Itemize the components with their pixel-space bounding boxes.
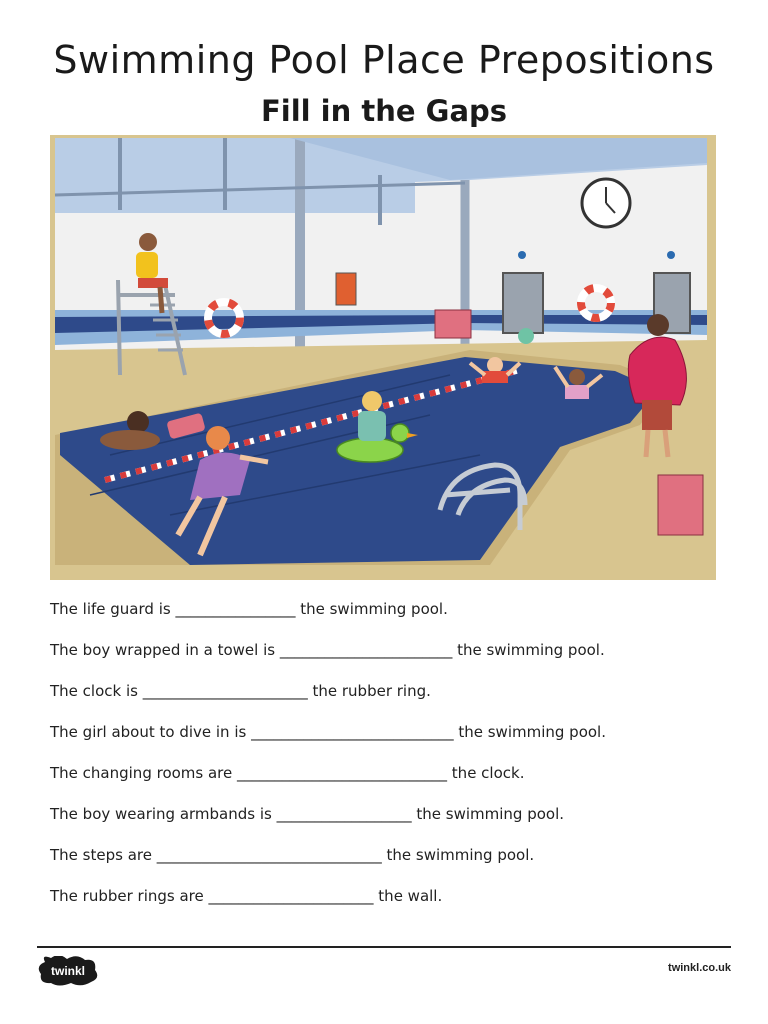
answer-blank[interactable]: ______________________________ [156,846,382,864]
question-5 [50,761,730,802]
question-text: the swimming pool. [411,805,565,823]
question-text: the rubber ring. [307,682,431,700]
question-text: the swimming pool. [453,723,606,741]
website-link[interactable]: twinkl.co.uk [668,962,731,974]
question-text: the swimming pool. [295,600,448,618]
page-title: Swimming Pool Place Prepositions [53,38,715,82]
question-1 [50,597,730,638]
footer-divider [37,946,731,948]
question-text: The changing rooms are [50,764,238,782]
question-text: The boy wrapped in a towel is [50,641,280,659]
question-text: The life guard is [50,600,176,618]
question-8 [50,884,730,925]
answer-blank[interactable]: ______________________ [208,887,374,905]
answer-blank[interactable]: ___________________________ [251,723,454,741]
question-3 [50,679,730,720]
question-text: The girl about to dive in is [50,723,252,741]
question-text: the swimming pool. [381,846,535,864]
swimming-pool-illustration [50,135,716,580]
question-4 [50,720,730,761]
question-text: the wall. [373,887,443,905]
answer-blank[interactable]: ________________ [175,600,296,618]
questions-list [50,597,730,925]
question-7 [50,843,730,884]
ball-icon [518,328,534,344]
question-text: The boy wearing armbands is [50,805,277,823]
answer-blank[interactable]: _______________________ [279,641,453,659]
question-2 [50,638,730,679]
question-text: the clock. [447,764,525,782]
clock-icon [582,179,630,227]
answer-blank[interactable]: ____________________________ [237,764,448,782]
page-subtitle: Fill in the Gaps [260,94,508,128]
answer-blank[interactable]: ______________________ [142,682,308,700]
question-text: The clock is [50,682,143,700]
question-6 [50,802,730,843]
twinkl-logo[interactable] [37,956,99,986]
question-text: The steps are [50,846,157,864]
question-text: the swimming pool. [452,641,605,659]
question-text: The rubber rings are [50,887,209,905]
answer-blank[interactable]: __________________ [276,805,412,823]
logo-text: twinkl [50,964,86,978]
